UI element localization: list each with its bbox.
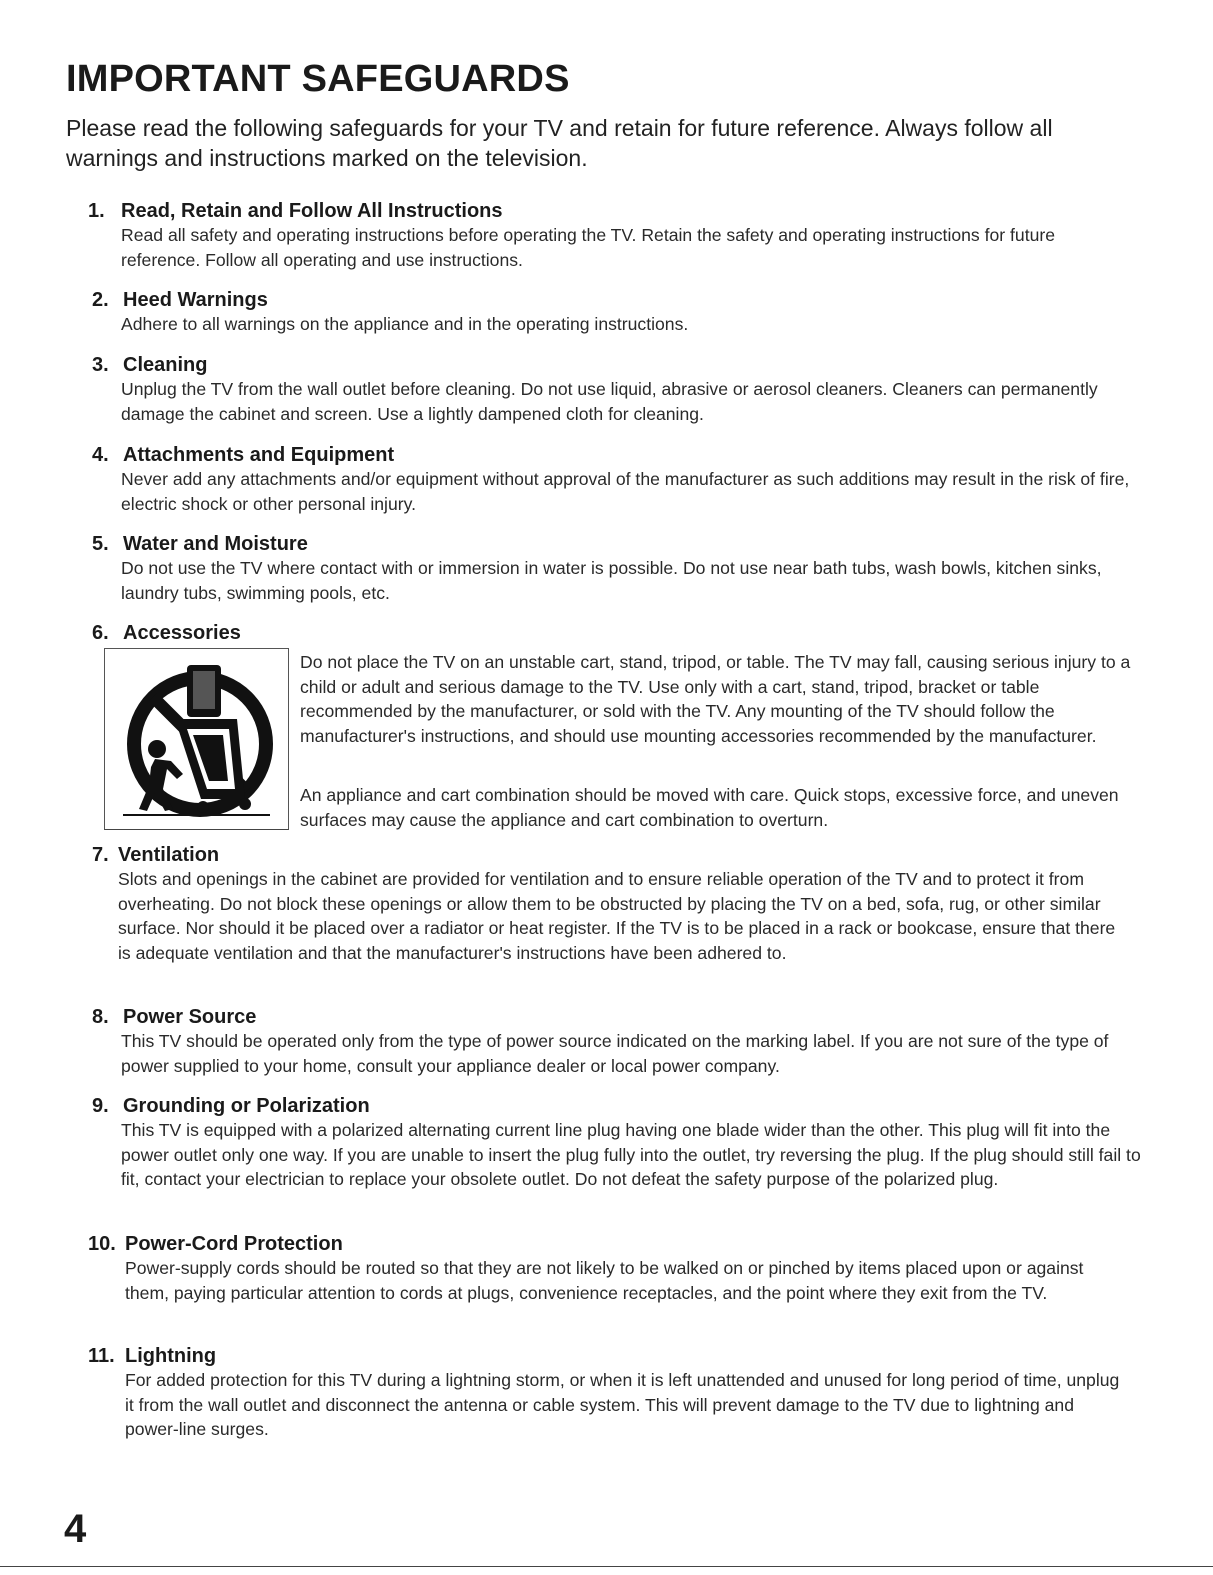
cart-tip-over-warning-icon: [105, 649, 290, 831]
item-11-body: For added protection for this TV during a lightning storm, or when it is left unattended and unused for long period of time, unplug it from the wall outlet and disconnect the antenna or cable system. This will prevent damage to the TV due to lightning and power-line surges.: [125, 1370, 1120, 1439]
item-1-heading: [88, 199, 503, 223]
item-7-body: Slots and openings in the cabinet are provided for ventilation and to ensure reliable operation of the TV and to protect it from overheating. Do not block these openings or allow them to be obstructed by placing the TV on a bed, sofa, rug, or other similar surface. Nor should it be placed over a radiator or heat register. If the TV is to be placed in a rack or bookcase, ensure that there is adequate ventilation and that the manufacturer's instructions have been adhered to.: [118, 869, 1116, 963]
item-number: 11.: [88, 1345, 115, 1367]
page-title: IMPORTANT SAFEGUARDS: [66, 58, 570, 100]
item-8-heading: [92, 1005, 256, 1029]
item-5-body: Do not use the TV where contact with or immersion in water is possible. Do not use near bath tubs, wash bowls, kitchen sinks, laundry tubs, swimming pools, etc.: [121, 558, 1102, 603]
item-title: Power Source: [123, 1006, 257, 1028]
item-3-body: Unplug the TV from the wall outlet before cleaning. Do not use liquid, abrasive or aerosol cleaners. Cleaners can permanently damage the cabinet and screen. Use a lightly dampened cloth for cleaning.: [121, 379, 1098, 424]
item-number: 10.: [88, 1233, 116, 1255]
item-number: 5.: [92, 533, 109, 555]
item-number: 3.: [92, 354, 109, 376]
item-9-heading: [92, 1094, 370, 1118]
bottom-rule: [0, 1566, 1213, 1567]
item-11-heading: [88, 1344, 216, 1368]
item-title: Accessories: [123, 622, 241, 644]
item-title: Grounding or Polarization: [123, 1095, 370, 1117]
item-3-heading: [92, 353, 207, 377]
item-number: 7.: [92, 844, 109, 866]
intro-text: Please read the following safeguards for your TV and retain for future reference. Always follow all warnings and instructions marked on the television.: [66, 115, 1053, 171]
item-number: 1.: [88, 200, 105, 222]
item-10-body: Power-supply cords should be routed so that they are not likely to be walked on or pinched by items placed upon or against them, paying particular attention to cords at plugs, convenience receptacles, and the point where they exit from the TV.: [125, 1258, 1084, 1303]
item-title: Water and Moisture: [123, 533, 308, 555]
item-4-heading: [92, 443, 394, 467]
item-title: Read, Retain and Follow All Instructions: [121, 200, 503, 222]
item-8-body: This TV should be operated only from the type of power source indicated on the marking label. If you are not sure of the type of power supplied to your home, consult your appliance dealer or local power company.: [121, 1031, 1109, 1076]
item-title: Power-Cord Protection: [125, 1233, 343, 1255]
item-title: Heed Warnings: [123, 289, 268, 311]
item-number: 9.: [92, 1095, 109, 1117]
item-6-body: Do not place the TV on an unstable cart, stand, tripod, or table. The TV may fall, causing serious injury to a child or adult and serious damage to the TV. Use only with a cart, stand, tripod, bracket or table recommended by the manufacturer, or sold with the TV. Any mounting of the TV should follow the manufacturer's instructions, and should use mounting accessories recommended by the manufacturer.: [300, 652, 1131, 746]
item-number: 6.: [92, 622, 109, 644]
item-title: Cleaning: [123, 354, 208, 376]
cart-warning-figure: [104, 648, 289, 830]
item-2-body: Adhere to all warnings on the appliance and in the operating instructions.: [121, 314, 689, 334]
item-9-body: This TV is equipped with a polarized alternating current line plug having one blade wider than the other. This plug will fit into the power outlet only one way. If you are unable to insert the plug fully into the outlet, try reversing the plug. If the plug should still fail to fit, contact your electrician to replace your obsolete outlet. Do not defeat the safety purpose of the polarized plug.: [121, 1120, 1141, 1189]
item-2-heading: [92, 288, 268, 312]
item-5-heading: [92, 532, 308, 556]
item-6-heading: [92, 621, 241, 645]
item-number: 8.: [92, 1006, 109, 1028]
item-7-heading: [92, 843, 219, 867]
item-1-body: Read all safety and operating instructions before operating the TV. Retain the safety and operating instructions for future reference. Follow all operating and use instructions.: [121, 225, 1056, 270]
item-title: Attachments and Equipment: [123, 444, 395, 466]
item-10-heading: [88, 1232, 343, 1256]
item-6-body-2: An appliance and cart combination should be moved with care. Quick stops, excessive force, and uneven surfaces may cause the appliance and cart combination to overturn.: [300, 785, 1119, 830]
item-title: Lightning: [125, 1345, 217, 1367]
page-number: 4: [64, 1507, 87, 1551]
item-title: Ventilation: [118, 844, 220, 866]
item-4-body: Never add any attachments and/or equipment without approval of the manufacturer as such additions may result in the risk of fire, electric shock or other personal injury.: [121, 469, 1130, 514]
item-number: 2.: [92, 289, 109, 311]
item-number: 4.: [92, 444, 109, 466]
